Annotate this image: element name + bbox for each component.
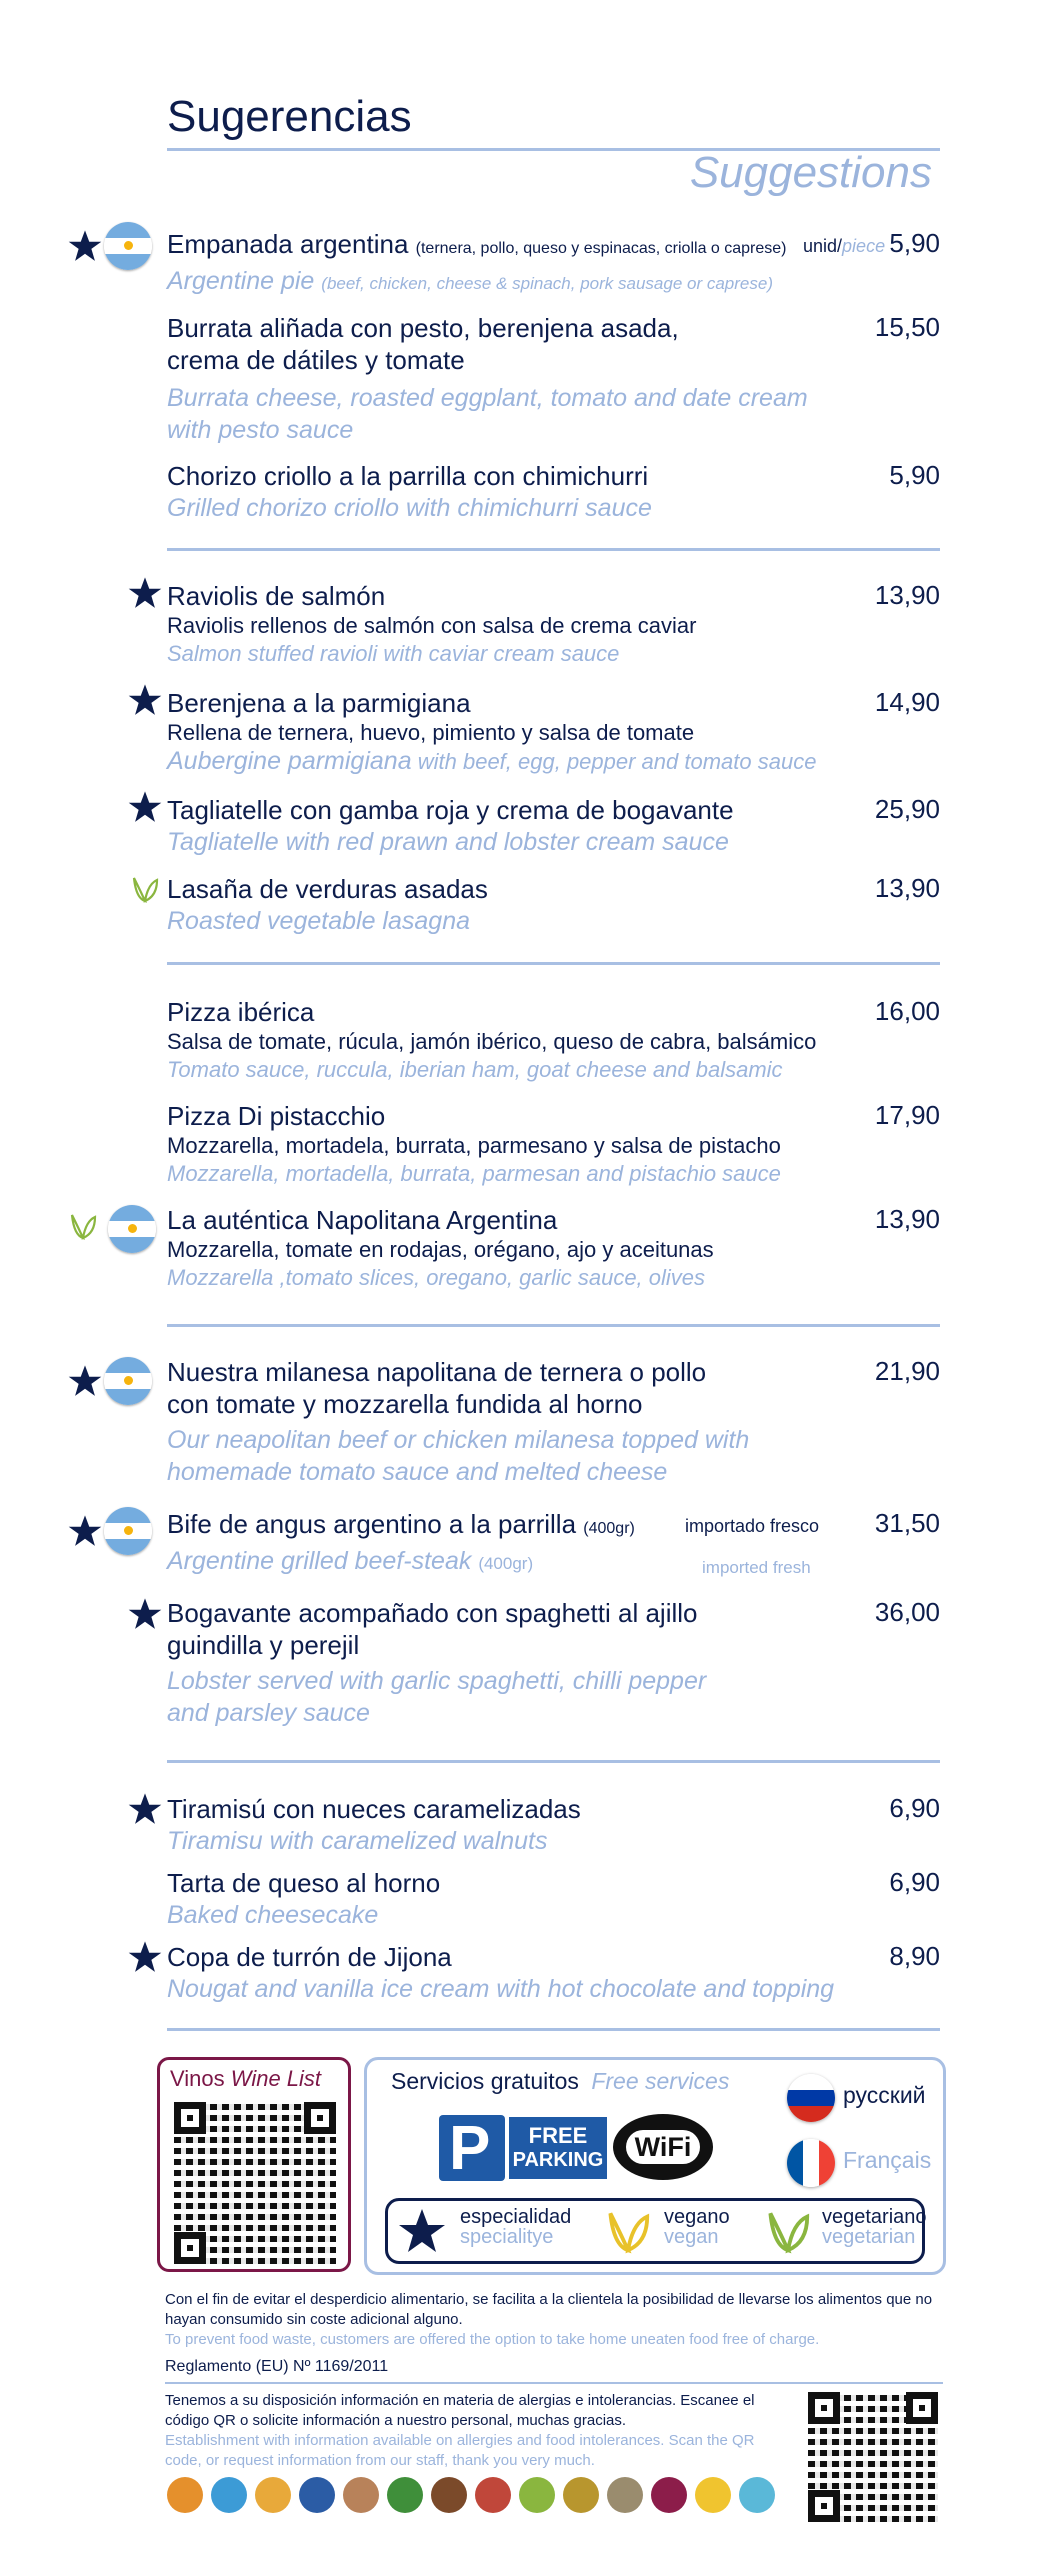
item-name-en: Burrata cheese, roasted eggplant, tomato and date cream (167, 384, 808, 412)
star-icon (398, 2207, 446, 2255)
menu-item (167, 687, 940, 776)
legend-specialty: especialidad (460, 2206, 572, 2228)
item-name-line2: guindilla y perejil (167, 1630, 360, 1660)
menu-item (167, 794, 940, 858)
item-price: 16,00 (874, 996, 940, 1026)
item-name: Berenjena a la parmigiana (167, 688, 471, 718)
item-detail-en: (400gr) (478, 1554, 534, 1573)
star-icon (68, 1514, 102, 1548)
legend (385, 2198, 925, 2264)
eggs-icon (255, 2477, 291, 2513)
menu-item (167, 228, 940, 300)
sesame-icon (607, 2477, 643, 2513)
molluscs-icon (739, 2477, 775, 2513)
nuts-icon (475, 2477, 511, 2513)
allergen-notice-en: Establishment with information available on allergies and food intolerances. Scan the QR code, or request information from our staff, thank you very much. (165, 2432, 755, 2469)
menu-item (167, 1508, 940, 1580)
item-name-en: Lobster served with garlic spaghetti, chilli pepper (167, 1667, 707, 1695)
item-name-en: Aubergine parmigiana (167, 747, 412, 775)
star-icon (128, 576, 162, 610)
vegetarian-leaf-icon (130, 874, 160, 904)
item-price: 36,00 (874, 1597, 940, 1627)
sulphites-icon (651, 2477, 687, 2513)
star-icon (128, 1940, 162, 1974)
argentina-flag-icon (104, 222, 152, 270)
item-name-en: Tagliatelle with red prawn and lobster cream sauce (167, 828, 729, 856)
vegetarian-leaf-icon (764, 2207, 812, 2255)
star-icon (128, 790, 162, 824)
item-price: 13,90 (874, 1204, 940, 1234)
fish-icon (299, 2477, 335, 2513)
item-price: 14,90 (874, 687, 940, 717)
item-price: 25,90 (874, 794, 940, 824)
item-note: importado fresco (685, 1516, 820, 1536)
menu-item (167, 1100, 940, 1188)
argentina-flag-icon (104, 1357, 152, 1405)
item-name-detail: (ternera, pollo, queso y espinacas, criolla o caprese) (415, 240, 787, 257)
menu-item (167, 1941, 940, 2005)
item-price: 5,90 (889, 228, 940, 258)
item-description-en: Salmon stuffed ravioli with caviar cream sauce (167, 641, 620, 666)
allergen-notice: Tenemos a su disposición información en materia de alergias e intolerancias. Escanee el código QR o solicite información a nuestro personal, muchas gracias. (165, 2392, 755, 2429)
legend-vegetarian: vegetariano (822, 2206, 927, 2228)
item-description: Salsa de tomate, rúcula, jamón ibérico, queso de cabra, balsámico (167, 1029, 817, 1054)
gluten-icon (167, 2477, 203, 2513)
item-name: Pizza ibérica (167, 997, 315, 1027)
wine-label-en: Wine List (230, 2066, 322, 2091)
russian-flag-icon[interactable] (787, 2074, 835, 2122)
item-name: Lasaña de verduras asadas (167, 874, 488, 904)
menu-item (167, 1793, 940, 1857)
services-title-en: Free services (591, 2068, 730, 2094)
item-name: Chorizo criollo a la parrilla con chimichurri (167, 461, 649, 491)
legend-vegan: vegano (664, 2206, 730, 2228)
item-description-en: Mozzarella ,tomato slices, oregano, garlic sauce, olives (167, 1265, 706, 1290)
item-price: 15,50 (874, 312, 940, 342)
page-title: Sugerencias (167, 92, 412, 141)
menu-item (167, 580, 940, 668)
argentina-flag-icon (104, 1507, 152, 1555)
menu-item (167, 1867, 940, 1931)
divider (165, 2382, 943, 2384)
item-name: Tarta de queso al horno (167, 1868, 441, 1898)
language-russian[interactable]: русский (843, 2082, 926, 2108)
lupin-icon (695, 2477, 731, 2513)
menu-item (167, 996, 940, 1084)
divider (167, 1324, 940, 1327)
item-name: Tiramisú con nueces caramelizadas (167, 1794, 581, 1824)
parking-icon: P (439, 2115, 505, 2181)
menu-item (167, 1597, 940, 1729)
item-name: Raviolis de salmón (167, 581, 386, 611)
menu-item (167, 460, 940, 524)
item-name: Tagliatelle con gamba roja y crema de bogavante (167, 795, 734, 825)
item-name: Burrata aliñada con pesto, berenjena asada, (167, 313, 679, 343)
item-name-rest: de ternera o pollo (503, 1357, 707, 1387)
menu-item (167, 873, 940, 937)
item-name-detail: (400gr) (583, 1520, 635, 1537)
item-description-en: with beef, egg, pepper and tomato sauce (417, 749, 817, 774)
french-flag-icon[interactable] (787, 2139, 835, 2187)
item-name: Pizza Di pistacchio (167, 1101, 386, 1131)
allergen-qr-code[interactable] (808, 2392, 938, 2522)
item-name: Empanada argentina (167, 229, 409, 259)
wifi-icon: WiFi (613, 2114, 713, 2180)
item-name-en-rest: topped with (621, 1426, 750, 1454)
item-description: Mozzarella, tomate en rodajas, orégano, ajo y aceitunas (167, 1237, 714, 1262)
item-name: La auténtica Napolitana Argentina (167, 1205, 558, 1235)
item-name-line2: crema de dátiles y tomate (167, 345, 465, 375)
star-icon (68, 1364, 102, 1398)
item-description: Rellena de ternera, huevo, pimiento y salsa de tomate (167, 720, 695, 745)
wine-qr-code[interactable] (174, 2102, 336, 2264)
star-icon (128, 1597, 162, 1631)
page-subtitle: Suggestions (689, 148, 932, 197)
food-waste-notice: Con el fin de evitar el desperdicio alimentario, se facilita a la clientela la posibilidad de llevarse los alimentos que no hayan consumido sin coste adicional alguno. (165, 2291, 933, 2328)
language-french[interactable]: Français (843, 2147, 932, 2173)
item-description: Raviolis rellenos de salmón con salsa de crema caviar (167, 613, 697, 638)
item-price: 6,90 (889, 1793, 940, 1823)
item-name-en-line2: with pesto sauce (167, 416, 354, 444)
item-price: 5,90 (889, 460, 940, 490)
divider (167, 548, 940, 551)
item-price: 13,90 (874, 580, 940, 610)
item-note-en: imported fresh (702, 1558, 811, 1577)
item-name: Copa de turrón de Jijona (167, 1942, 452, 1972)
item-unit: unid/ (803, 236, 843, 256)
star-icon (68, 229, 102, 263)
item-name: Nuestra milanesa napolitana (167, 1357, 497, 1387)
divider (167, 1760, 940, 1763)
wine-list-panel (157, 2057, 351, 2272)
services-title: Servicios gratuitos (391, 2068, 579, 2094)
milk-icon (431, 2477, 467, 2513)
vegan-leaf-icon (604, 2207, 652, 2255)
wine-label: Vinos (170, 2066, 225, 2091)
mustard-icon (563, 2477, 599, 2513)
divider (167, 2028, 940, 2031)
item-name-en: Roasted vegetable lasagna (167, 907, 471, 935)
free-services-panel (364, 2057, 946, 2275)
item-price: 21,90 (874, 1356, 940, 1386)
menu-item (167, 312, 940, 446)
item-name-en: Grilled chorizo criollo with chimichurri sauce (167, 494, 652, 522)
item-name: Bife de angus argentino a la parrilla (167, 1509, 577, 1539)
legend-vegan-en: vegan (664, 2226, 719, 2248)
item-price: 8,90 (889, 1941, 940, 1971)
food-waste-notice-en: To prevent food waste, customers are offered the option to take home uneaten food free of charge. (165, 2331, 820, 2348)
crustaceans-icon (211, 2477, 247, 2513)
parking-label: FREE PARKING (509, 2117, 607, 2179)
divider (167, 962, 940, 965)
item-price: 13,90 (874, 873, 940, 903)
item-price: 17,90 (874, 1100, 940, 1130)
peanuts-icon (343, 2477, 379, 2513)
item-description-en: Tomato sauce, ruccula, iberian ham, goat cheese and balsamic (167, 1057, 783, 1082)
menu-item (167, 1204, 940, 1292)
soy-icon (387, 2477, 423, 2513)
vegetarian-leaf-icon (68, 1211, 98, 1241)
item-name-en-line2: homemade tomato sauce and melted cheese (167, 1458, 668, 1486)
item-description: Mozzarella, mortadela, burrata, parmesano y salsa de pistacho (167, 1133, 781, 1158)
item-name-en-line2: and parsley sauce (167, 1699, 370, 1727)
item-price: 6,90 (889, 1867, 940, 1897)
legend-vegetarian-en: vegetarian (822, 2226, 916, 2248)
item-name-en: Argentine pie (167, 267, 315, 295)
argentina-flag-icon (108, 1205, 156, 1253)
star-icon (128, 683, 162, 717)
item-description-en: Mozzarella, mortadella, burrata, parmesan and pistachio sauce (167, 1161, 781, 1186)
item-name-en: Baked cheesecake (167, 1901, 379, 1929)
item-name-line2: con tomate y mozzarella fundida al horno (167, 1389, 643, 1419)
item-detail-en: (beef, chicken, cheese & spinach, pork sausage or caprese) (321, 274, 773, 293)
regulation: Reglamento (EU) Nº 1169/2011 (165, 2358, 389, 2375)
legend-specialty-en: specialitye (460, 2226, 554, 2248)
item-name-en: Nougat and vanilla ice cream with hot chocolate and topping (167, 1975, 835, 2003)
item-name-en: Argentine grilled beef-steak (167, 1547, 472, 1575)
celery-icon (519, 2477, 555, 2513)
item-name-en: Tiramisu with caramelized walnuts (167, 1827, 548, 1855)
menu-item (167, 1356, 940, 1488)
item-name-en: Our neapolitan beef or chicken milanesa (167, 1426, 615, 1454)
item-unit-en: piece (842, 236, 886, 256)
item-name: Bogavante acompañado con spaghetti al ajillo (167, 1598, 698, 1628)
star-icon (128, 1792, 162, 1826)
item-price: 31,50 (874, 1508, 940, 1538)
